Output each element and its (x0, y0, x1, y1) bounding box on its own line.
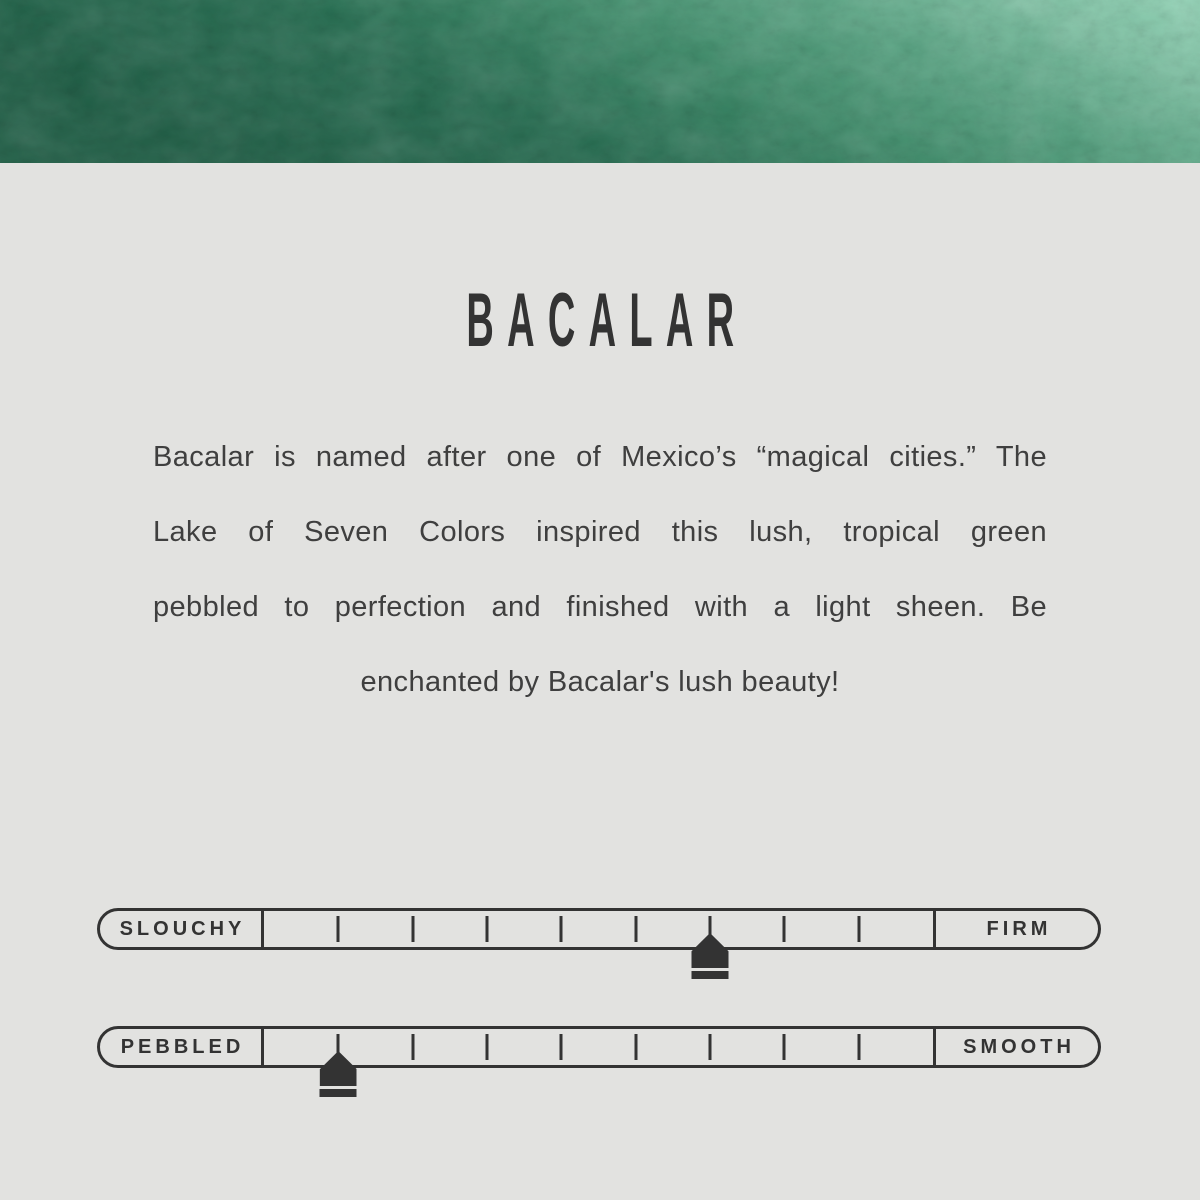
tick-mark (411, 1034, 414, 1060)
tick-mark (560, 1034, 563, 1060)
leather-swatch-image (0, 0, 1200, 163)
leather-texture-graphic (0, 0, 1200, 163)
tick-mark (709, 1034, 712, 1060)
scale-track (261, 911, 936, 947)
scale-marker (320, 1051, 357, 1111)
tick-mark (783, 916, 786, 942)
tick-mark (783, 1034, 786, 1060)
marker-arrow-icon (692, 933, 729, 968)
marker-bar-icon (692, 971, 729, 979)
description-line: Bacalar is named after one of Mexico’s “magical cities.” The (153, 441, 1047, 473)
scale-right-label-firm (936, 911, 1098, 947)
scale-track (261, 1029, 936, 1065)
description-line: Lake of Seven Colors inspired this lush, tropical green (153, 516, 1047, 548)
tick-mark (857, 1034, 860, 1060)
description-paragraph (153, 420, 1047, 720)
scale-left-label-slouchy (100, 911, 261, 947)
tick-mark (857, 916, 860, 942)
tick-mark (634, 916, 637, 942)
marker-arrow-icon (320, 1051, 357, 1086)
scale-pebbled-smooth (97, 1026, 1101, 1068)
scale-slouchy-firm (97, 908, 1101, 950)
tick-mark (337, 916, 340, 942)
scale-marker (692, 933, 729, 993)
description-line: pebbled to perfection and finished with a light sheen. Be (153, 591, 1047, 623)
tick-mark (634, 1034, 637, 1060)
tick-mark (486, 916, 489, 942)
tick-mark (411, 916, 414, 942)
tick-mark (486, 1034, 489, 1060)
scale-label-text: SMOOTH (963, 1035, 1075, 1058)
marker-bar-icon (320, 1089, 357, 1097)
scale-right-label-smooth (936, 1029, 1098, 1065)
scale-left-label-pebbled (100, 1029, 261, 1065)
tick-mark (560, 916, 563, 942)
page-title (0, 271, 1200, 371)
description-line: enchanted by Bacalar's lush beauty! (360, 666, 840, 698)
scale-label-text: PEBBLED (120, 1035, 245, 1058)
page-title-text: BACALAR (466, 278, 748, 363)
scale-label-text: SLOUCHY (119, 917, 246, 940)
scale-label-text: FIRM (986, 917, 1052, 940)
